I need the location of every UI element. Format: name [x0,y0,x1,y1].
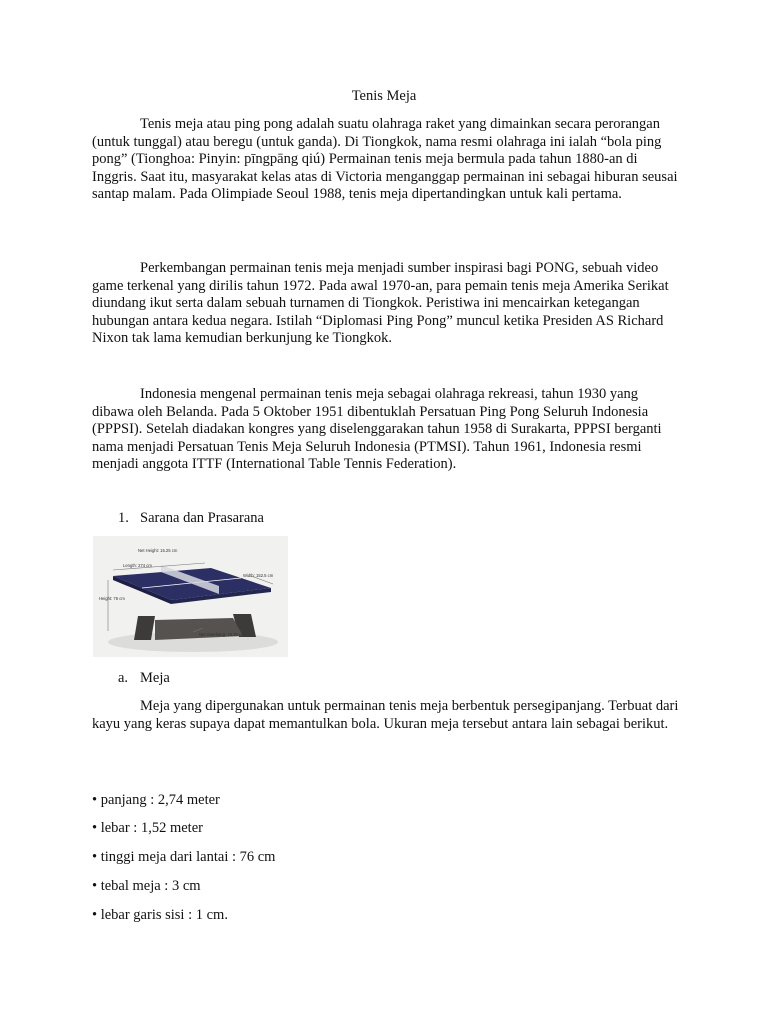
paragraph-intro [92,116,682,204]
section-heading-sarana [118,510,264,527]
subsection-number: a. [118,670,129,686]
paragraph-meja [92,698,682,733]
table-tennis-table-diagram [93,536,288,657]
height-label: Height: 76 cm [99,596,125,601]
table-dimensions-figure [93,536,288,657]
net-overhang-label: Net Overhang: 15.25 cm [199,632,245,637]
bullet-garis-sisi: • lebar garis sisi : 1 cm. [92,907,228,923]
length-label: Length: 274 cm [123,563,152,568]
width-label: Width: 152.5 cm [243,573,274,578]
paragraph-intro-text: Tenis meja atau ping pong adalah suatu olahraga raket yang dimainkan secara perorangan (untuk tunggal) atau beregu (untuk ganda). Di Tiongkok, nama resmi olahraga ini ialah “bola ping pong” (Tionghoa: Pinyin: pīngpāng qiú) Permainan tenis meja bermula pada tahun 1880-an di Inggris. Saat itu, masyarakat kelas atas di Victoria menganggap permainan ini sebagai hiburan seusai santap malam. Pada Olimpiade Seoul 1988, tenis meja dipertandingkan untuk kali pertama. [92,116,678,202]
bullet-tinggi: • tinggi meja dari lantai : 76 cm [92,849,276,865]
paragraph-indonesia [92,386,682,474]
paragraph-indonesia-text: Indonesia mengenal permainan tenis meja sebagai olahraga rekreasi, tahun 1930 yang dibawa oleh Belanda. Pada 5 Oktober 1951 dibentuklah Persatuan Ping Pong Seluruh Indonesia (PPPSI). Setelah diadakan kongres yang diselenggarakan tahun 1958 di Surakarta, PPPSI berganti nama menjadi Persatuan Tenis Meja Seluruh Indonesia (PTMSI). Tahun 1961, Indonesia resmi menjadi anggota ITTF (International Table Tennis Federation). [92,386,662,472]
section-number: 1. [118,510,129,526]
net-height-label: Net Height: 15.25 cm [138,548,178,553]
section-label: Sarana dan Prasarana [140,510,264,526]
subsection-heading-meja [118,670,170,687]
subsection-label: Meja [140,670,170,686]
paragraph-pong [92,260,682,348]
paragraph-meja-text: Meja yang dipergunakan untuk permainan tenis meja berbentuk persegipanjang. Terbuat dari kayu yang keras supaya dapat memantulkan bola. Ukuran meja tersebut antara lain sebagai berikut. [92,698,679,732]
bullet-tebal: • tebal meja : 3 cm [92,878,201,894]
paragraph-pong-text: Perkembangan permainan tenis meja menjadi sumber inspirasi bagi PONG, sebuah video game terkenal yang dirilis tahun 1972. Pada awal 1970-an, para pemain tenis meja Amerika Serikat diundang ikut serta dalam sebuah turnamen di Tiongkok. Peristiwa ini mencairkan ketegangan hubungan antara kedua negara. Istilah “Diplomasi Ping Pong” muncul ketika Presiden AS Richard Nixon tak lama kemudian berkunjung ke Tiongkok. [92,260,669,346]
bullet-lebar: • lebar : 1,52 meter [92,820,203,836]
document-title: Tenis Meja [351,88,417,104]
bullet-panjang: • panjang : 2,74 meter [92,792,220,808]
